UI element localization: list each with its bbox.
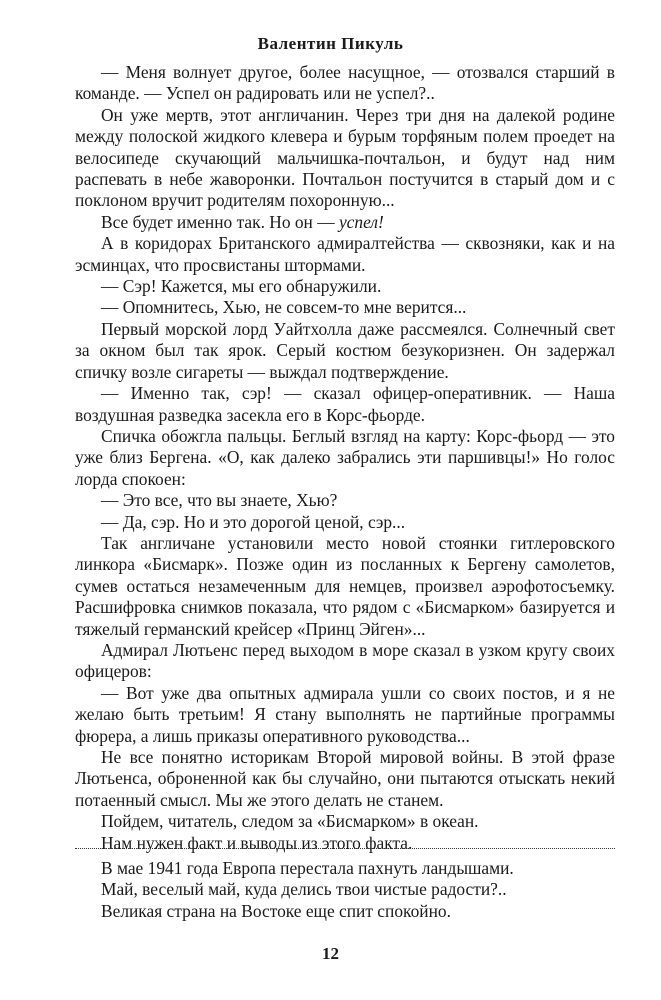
paragraph: Адмирал Лютьенс перед выходом в море сказал в узком кругу своих офицеров: [75,639,615,682]
running-head-author: Валентин Пикуль [257,34,404,53]
paragraph: — Вот уже два опытных адмирала ушли со своих постов, и я не желаю быть третьим! Я стану выполнять не партийные программы фюрера, а лишь приказы оперативного руководства... [75,682,615,746]
dotted-separator [75,848,615,849]
paragraph: — Да, сэр. Но и это дорогой ценой, сэр... [101,511,406,532]
section-epigraph [75,858,615,922]
paragraph [75,212,615,233]
paragraph: Не все понятно историкам Второй мировой войны. В этой фразе Лютьенса, оброненной как бы случайно, они пытаются отыскать некий потаенный смысл. Мы же этого делать не станем. [75,747,615,810]
emphasis-text: успел! [338,211,384,232]
paragraph: Спичка обожгла пальцы. Беглый взгляд на карту: Корс-фьорд — это уже близ Бергена. «О, как далеко забрались эти паршивцы!» Но голос лорда спокоен: [75,425,615,489]
epigraph-line: Великая страна на Востоке еще спит спокойно. [101,900,451,921]
epigraph-line: Май, веселый май, куда делись твои чистые радости?.. [101,879,507,900]
paragraph: — Это все, что вы знаете, Хью? [101,490,338,511]
page-number: 12 [322,944,339,963]
paragraph: Нам нужен факт и выводы из этого факта. [101,832,413,853]
paragraph: Первый морской лорд Уайтхолла даже рассмеялся. Солнечный свет за окном был так ярок. Серый костюм безукоризнен. Он задержал спичку возле сигареты — выждал подтверждение. [75,318,615,382]
main-text [75,62,615,854]
paragraph: — Именно так, сэр! — сказал офицер-оперативник. — Наша воздушная разведка засекла его в Корс-фьорде. [75,383,615,425]
paragraph: — Опомнитесь, Хью, не совсем-то мне верится... [101,297,467,318]
paragraph: Он уже мертв, этот англичанин. Через три дня на далекой родине между полоской жидкого клевера и бурым торфяным полем проедет на велосипеде скучающий мальчишка-почтальон, и будут над ним распевать в небе жаворонки. Почтальон постучится в старый дом и с поклоном вручит родителям похоронную... [75,104,615,211]
paragraph: Пойдем, читатель, следом за «Бисмарком» в океан. [101,811,479,832]
paragraph: — Сэр! Кажется, мы его обнаружили. [101,276,382,297]
paragraph: А в коридорах Британского адмиралтейства — сквозняки, как и на эсминцах, что просвистаны штормами. [75,233,615,275]
epigraph-line: В мае 1941 года Европа перестала пахнуть ландышами. [101,858,514,878]
paragraph: — Меня волнует другое, более насущное, — отозвался старший в команде. — Успел он радировать или не успел?.. [75,62,615,104]
paragraph-text: Все будет именно так. Но он — [101,211,339,232]
paragraph: Так англичане установили место новой стоянки гитлеровского линкора «Бисмарк». Позже один из посланных к Бергену самолетов, сумев остаться незамеченным для немцев, произвел аэрофотосъемку. Расшифровка снимков показала, что рядом с «Бисмарком» базируется и тяжелый германский крейсер «Принц Эйген»... [75,532,615,639]
